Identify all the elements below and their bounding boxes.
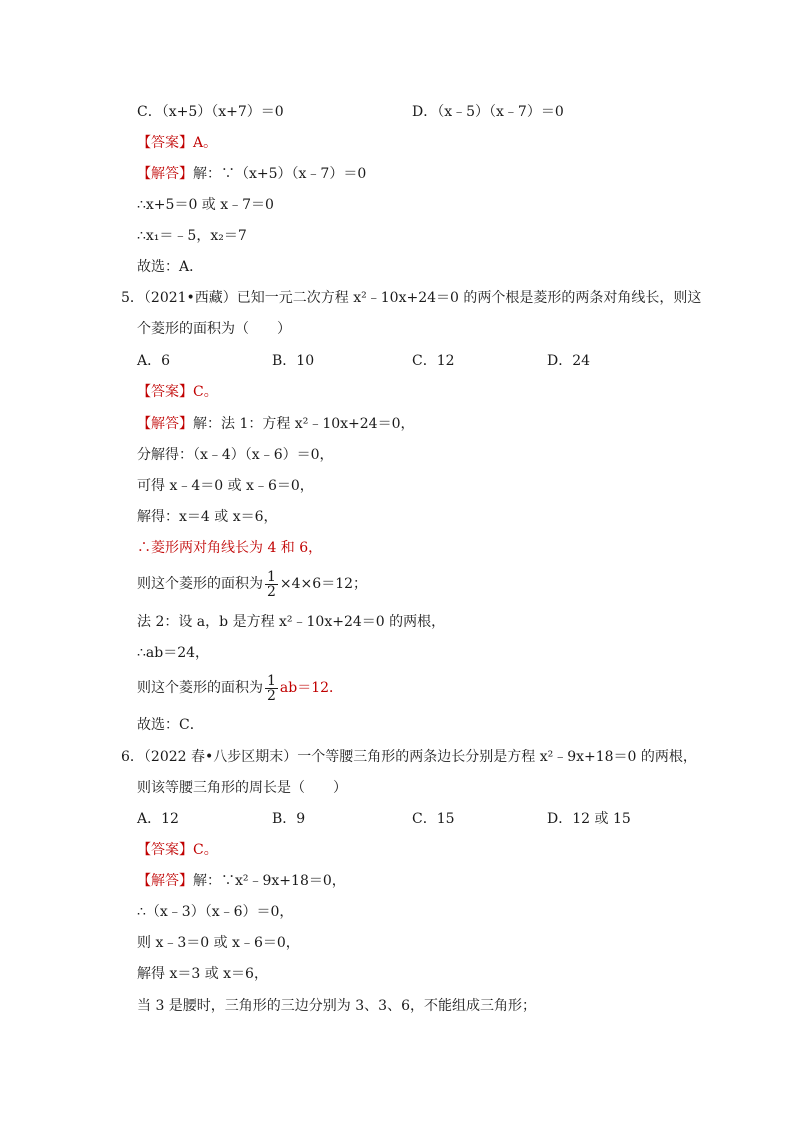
solution-tag: 【解答】: [137, 416, 193, 432]
q6-answer: [137, 841, 218, 859]
q6-stem-line-2: 则该等腰三角形的周长是（ ）: [137, 780, 347, 796]
q4-option-d: D．（x﹣5）（x﹣7）＝0: [412, 104, 564, 120]
q6-solution-line-5: 当 3 是腰时，三角形的三边分别为 3、3、6，不能组成三角形；: [137, 998, 536, 1014]
q5-solution-line-5: ∴菱形两对角线长为 4 和 6，: [137, 540, 323, 556]
solution-tag: 【解答】: [137, 166, 193, 182]
q6-option-d: D．12 或 15: [547, 811, 631, 827]
q4-option-c: C．（x+5）（x+7）＝0: [137, 104, 284, 120]
answer-tag: 【答案】: [137, 842, 193, 858]
q5-answer: [137, 383, 218, 401]
q5-option-c: C．12: [412, 353, 455, 369]
q4-answer: [137, 134, 217, 152]
q5-solution-line-4: 解得：x＝4 或 x＝6，: [137, 509, 278, 525]
q6-option-b: B．9: [272, 811, 306, 827]
q6-solution-line-3: 则 x﹣3＝0 或 x﹣6＝0，: [137, 935, 300, 951]
q5-option-b: B．10: [272, 353, 315, 369]
solution-tag: 【解答】: [137, 873, 193, 889]
q4-choose: 故选：A．: [137, 259, 204, 275]
answer-value: C。: [193, 842, 218, 858]
q5-choose: 故选：C．: [137, 717, 204, 733]
q5-solution-line-2: 分解得：（x﹣4）（x﹣6）＝0，: [137, 447, 334, 463]
q5-solution-line-6: 则这个菱形的面积为 $\frac{1}{2}$ ×4×6＝12；: [137, 568, 368, 600]
q6-stem-line-1: 6．（2022 春•八步区期末）一个等腰三角形的两条边长分别是方程 x²﹣9x+18＝0 的两根，: [121, 749, 697, 765]
q5-option-a: A．6: [137, 353, 171, 369]
q5-solution-line-9: 则这个菱形的面积为 $\frac{1}{2}$ ab＝12．: [137, 672, 344, 704]
answer-tag: 【答案】: [137, 384, 193, 400]
fraction-one-half: $\frac{1}{2}$: [267, 672, 276, 704]
q4-solution-line-2: ∴x+5＝0 或 x﹣7＝0: [137, 197, 274, 213]
q5-solution-line-1: 【解答】解：法 1：方程 x²﹣10x+24＝0，: [137, 416, 415, 432]
q5-solution-line-3: 可得 x﹣4＝0 或 x﹣6＝0，: [137, 478, 314, 494]
q6-option-c: C．15: [412, 811, 455, 827]
answer-value: C。: [193, 384, 218, 400]
q4-solution-line-1: 【解答】解：∵（x+5）（x﹣7）＝0: [137, 166, 367, 182]
q5-solution-line-7: 法 2：设 a，b 是方程 x²﹣10x+24＝0 的两根，: [137, 614, 446, 630]
q6-solution-line-2: ∴（x﹣3）（x﹣6）＝0，: [137, 904, 294, 920]
answer-tag: 【答案】: [137, 135, 193, 151]
q6-option-a: A．12: [137, 811, 179, 827]
q6-solution-line-1: 【解答】解：∵x²﹣9x+18＝0，: [137, 873, 346, 889]
q5-stem-line-1: 5．（2021•西藏）已知一元二次方程 x²﹣10x+24＝0 的两个根是菱形的两条对角线长，则这: [121, 290, 702, 306]
q5-option-d: D．24: [547, 353, 591, 369]
q5-stem-line-2: 个菱形的面积为（ ）: [137, 321, 291, 337]
answer-value: A。: [193, 135, 218, 151]
q5-solution-line-8: ∴ab＝24，: [137, 645, 210, 661]
q6-solution-line-4: 解得 x＝3 或 x＝6，: [137, 966, 268, 982]
fraction-one-half: $\frac{1}{2}$: [267, 568, 276, 600]
q4-solution-line-3: ∴x₁＝﹣5，x₂＝7: [137, 228, 247, 244]
